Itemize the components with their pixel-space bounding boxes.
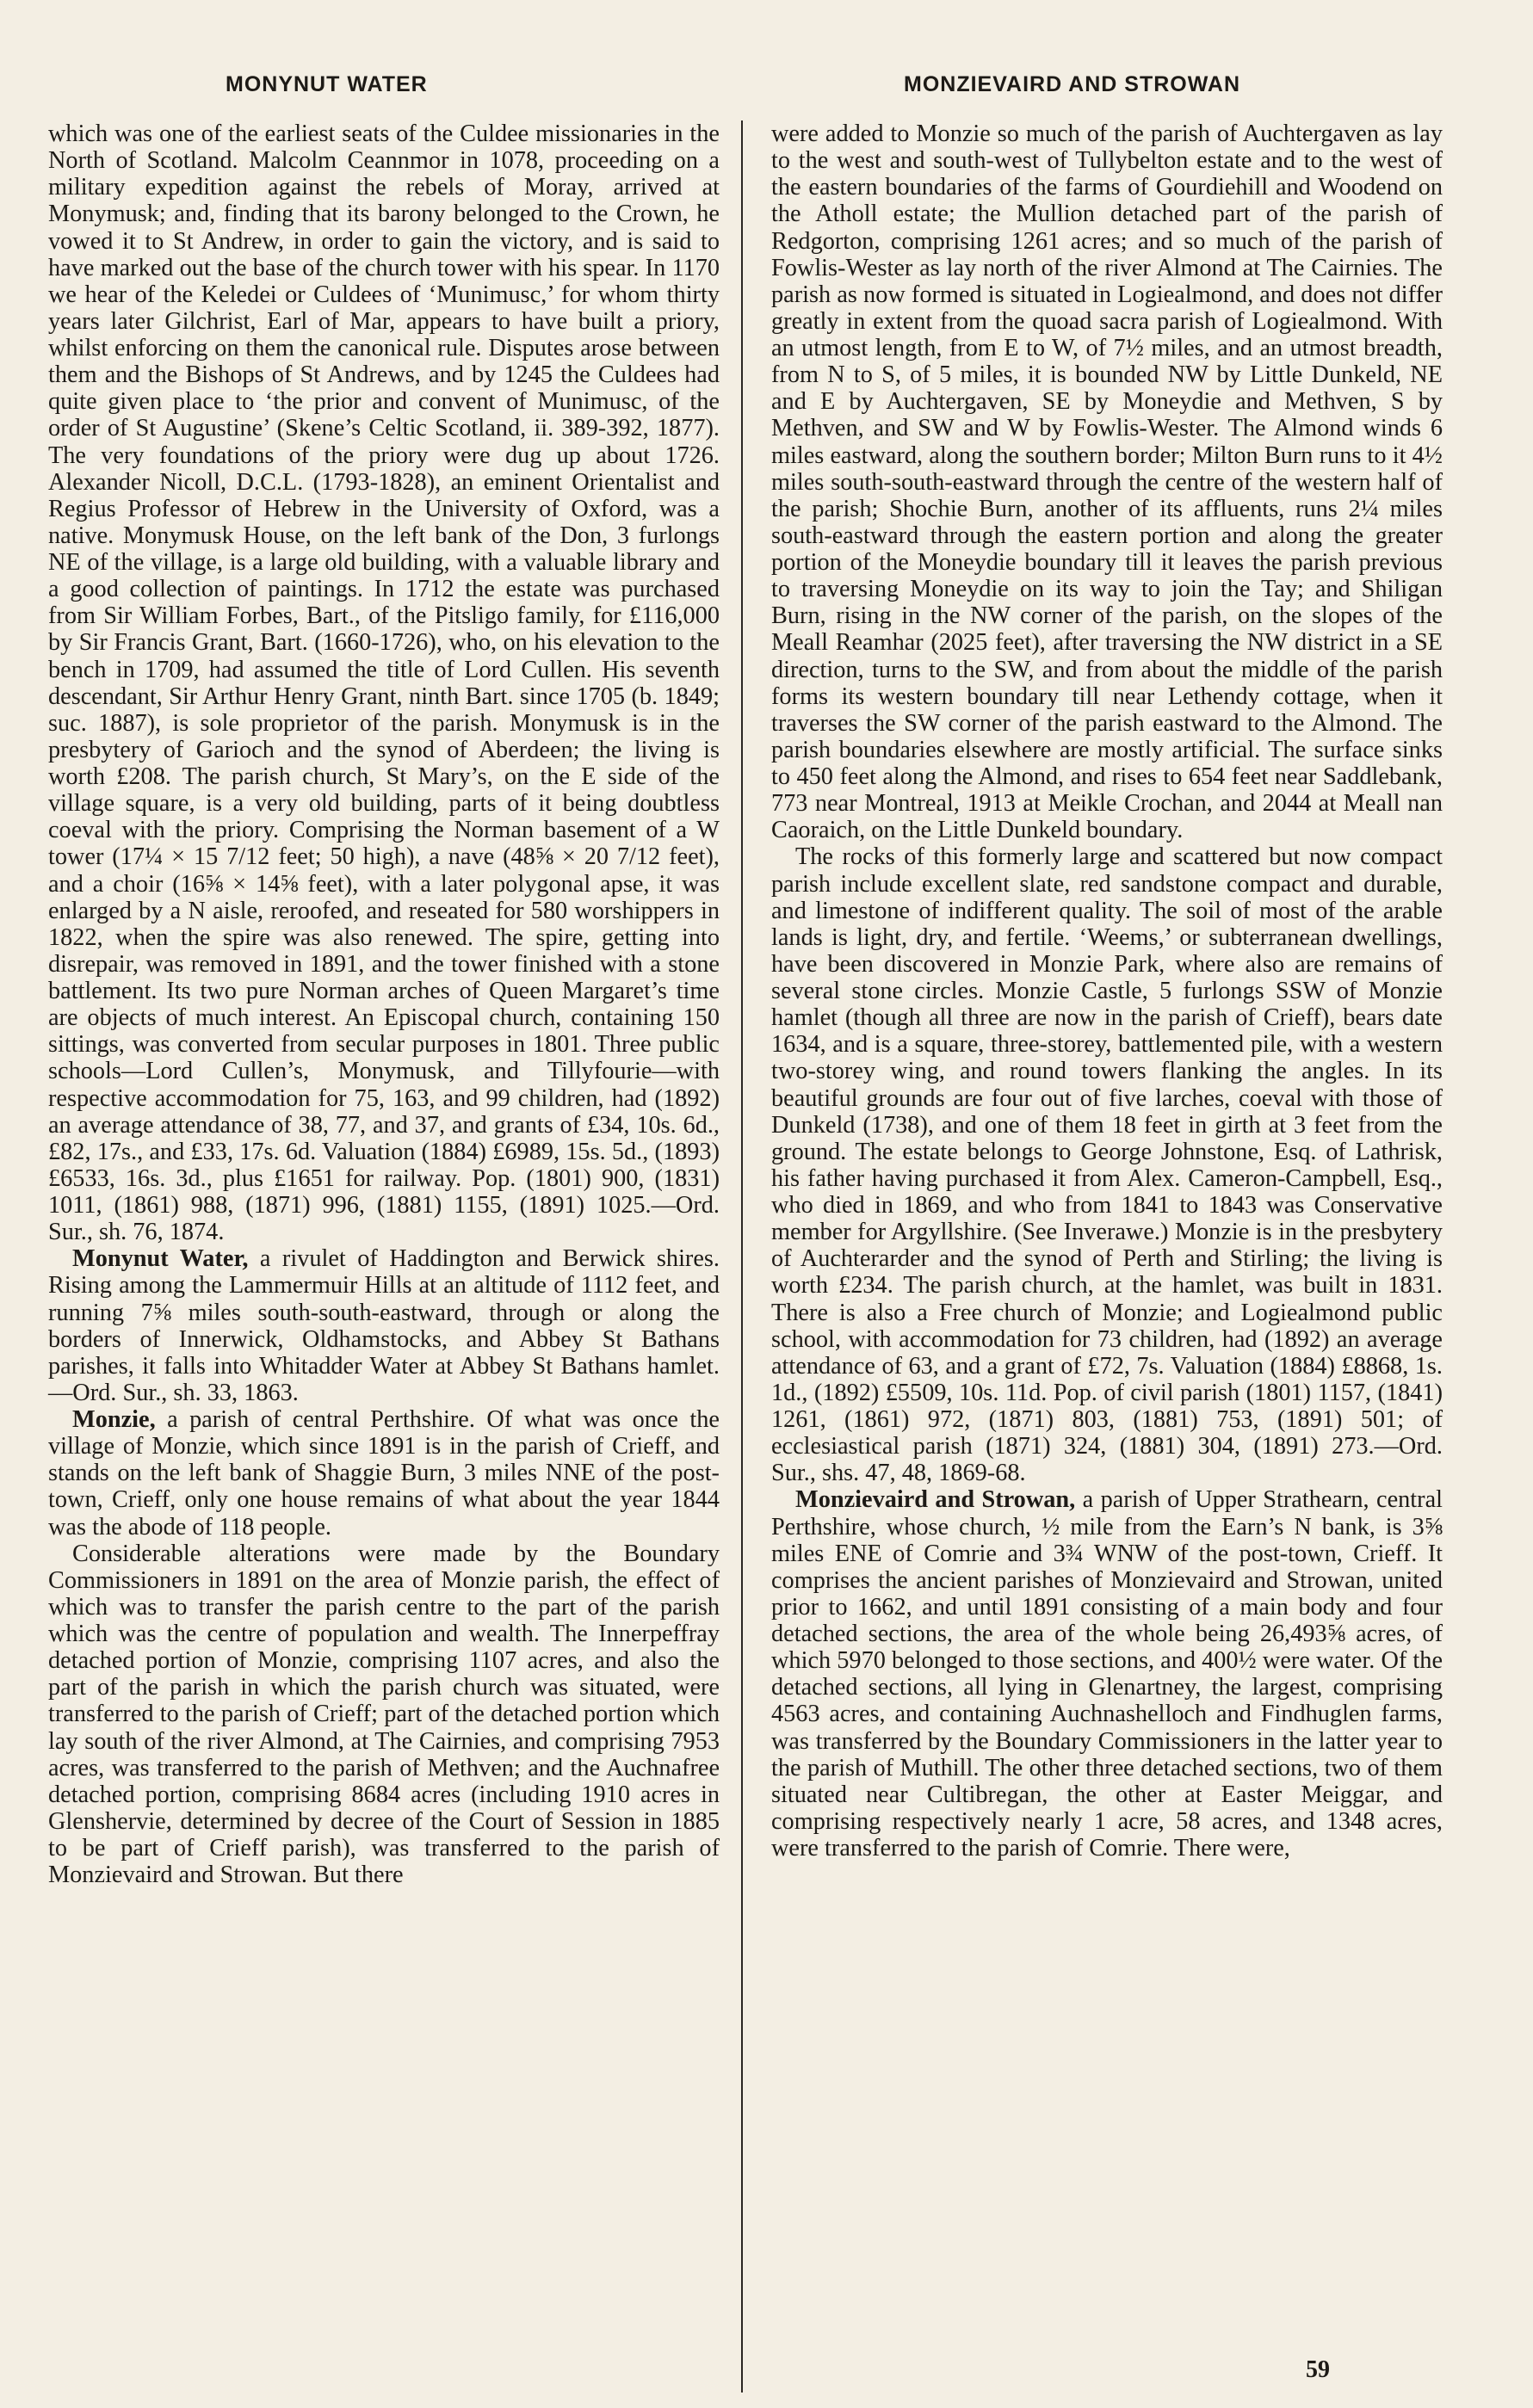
entry-headword: Monzie,	[72, 1406, 156, 1433]
paragraph-monzie-continued: were added to Monzie so much of the parish of Auchtergaven as lay to the west and south-west of Tullybelton estate and to the west of the eastern boundaries of the farms of Gourdiehill and Woodend on the Atholl estate; the Mullion detached part of the parish of Redgorton, comprising 1261 acres; and so much of the parish of Fowlis-Wester as lay north of the river Almond at The Cairnies. The parish as now formed is situated in Logiealmond, and does not differ greatly in extent from the quoad sacra parish of Logiealmond. With an utmost length, from E to W, of 7½ miles, and an utmost breadth, from N to S, of 5 miles, it is bounded NW by Little Dunkeld, NE and E by Auchtergaven, SE by Moneydie and Methven, S by Methven, and SW and W by Fowlis-Wester. The Almond winds 6 miles eastward, along the southern border; Milton Burn runs to it 4½ miles south-south-eastward through the centre of the western half of the parish; Shochie Burn, another of its affluents, runs 2¼ miles south-eastward through the eastern portion and along the greater portion of the Moneydie boundary till it leaves the parish previous to traversing Moneydie on its way to join the Tay; and Shiligan Burn, rising in the NW corner of the parish, on the slopes of the Meall Reamhar (2025 feet), after traversing the NW district in a SE direction, turns to the SW, and from about the middle of the parish forms its western boundary till near Lethendy cottage, when it traverses the SW corner of the parish eastward to the Almond. The parish boundaries elsewhere are mostly artificial. The surface sinks to 450 feet along the Almond, and rises to 654 feet near Saddlebank, 773 near Montreal, 1913 at Meikle Crochan, and 2044 at Meall nan Caoraich, on the Little Dunkeld boundary.	[771, 120, 1443, 844]
entry-headword: Monzievaird and Strowan,	[795, 1486, 1076, 1514]
right-column	[771, 120, 1443, 1862]
running-header-left: MONYNUT WATER	[226, 72, 428, 96]
paragraph-monymusk-continued: which was one of the earliest seats of the Culdee missionaries in the North of Scotland. Malcolm Ceannmor in 1078, proceeding on a military expedition against the rebels of Moray, arrived at Monymusk; and, finding that its barony belonged to the Crown, he vowed it to St Andrew, in order to gain the victory, and is said to have marked out the base of the church tower with his spear. In 1170 we hear of the Keledei or Culdees of ‘Munimusc,’ for whom thirty years later Gilchrist, Earl of Mar, appears to have built a priory, whilst enforcing on them the canonical rule. Disputes arose between them and the Bishops of St Andrews, and by 1245 the Culdees had quite given place to ‘the prior and convent of Munimusc, of the order of St Augustine’ (Skene’s Celtic Scotland, ii. 389-392, 1877). The very foundations of the priory were dug up about 1726. Alexander Nicoll, D.C.L. (1793-1828), an eminent Orientalist and Regius Professor of Hebrew in the University of Oxford, was a native. Monymusk House, on the left bank of the Don, 3 furlongs NE of the village, is a large old building, with a valuable library and a good collection of paintings. In 1712 the estate was purchased from Sir William Forbes, Bart., of the Pitsligo family, for £116,000 by Sir Francis Grant, Bart. (1660-1726), who, on his elevation to the bench in 1709, had assumed the title of Lord Cullen. His seventh descendant, Sir Arthur Henry Grant, ninth Bart. since 1705 (b. 1849; suc. 1887), is sole proprietor of the parish. Monymusk is in the presbytery of Garioch and the synod of Aberdeen; the living is worth £208. The parish church, St Mary’s, on the E side of the village square, is a very old building, parts of it being doubtless coeval with the priory. Comprising the Norman basement of a W tower (17¼ × 15 7/12 feet; 50 high), a nave (48⅝ × 20 7/12 feet), and a choir (16⅝ × 14⅝ feet), with a later polygonal apse, it was enlarged by a N aisle, reroofed, and reseated for 580 worshippers in 1822, when the spire was also renewed. The spire, getting into disrepair, was removed in 1891, and the tower finished with a stone battlement. Its two pure Norman arches of Queen Margaret’s time are objects of much interest. An Episcopal church, containing 150 sittings, was converted from secular purposes in 1801. Three public schools—Lord Cullen’s, Monymusk, and Tillyfourie—with respective accommodation for 75, 163, and 99 children, had (1892) an average attendance of 38, 77, and 37, and grants of £34, 10s. 6d., £82, 17s., and £33, 17s. 6d. Valuation (1884) £6989, 15s. 5d., (1893) £6533, 16s. 3d., plus £1651 for railway. Pop. (1801) 900, (1831) 1011, (1861) 988, (1871) 996, (1881) 1155, (1891) 1025.—Ord. Sur., sh. 76, 1874.	[48, 120, 720, 1246]
entry-body: a parish of Upper Strathearn, central Perthshire, whose church, ½ mile from the Earn’s N bank, is 3⅝ miles ENE of Comrie and 3¾ WNW of the post-town, Crieff. It comprises the ancient parishes of Monzievaird and Strowan, united prior to 1662, and until 1891 consisting of a main body and four detached sections, the area of the whole being 26,493⅝ acres, of which 5970 belonged to those sections, and 400½ were water. Of the detached sections, all lying in Glenartney, the largest, comprising 4563 acres, and containing Auchnashelloch and Findhuglen farms, was transferred by the Boundary Commissioners in the latter year to the parish of Muthill. The other three detached sections, two of them situated near Cultibregan, the other at Easter Meiggar, and comprising respectively nearly 1 acre, 58 acres, and 1348 acres, were transferred to the parish of Comrie. There were,	[771, 1486, 1443, 1862]
entry-headword: Monynut Water,	[72, 1245, 249, 1273]
running-header-right: MONZIEVAIRD AND STROWAN	[904, 72, 1241, 96]
paragraph-monzie-boundaries: Considerable alterations were made by the Boundary Commissioners in 1891 on the area of Monzie parish, the effect of which was to transfer the parish centre to the part of the parish which was the centre of population and wealth. The Innerpeffray detached portion of Monzie, comprising 1107 acres, and also the part of the parish in which the parish church was situated, were transferred to the parish of Crieff; part of the detached portion which lay south of the river Almond, at The Cairnies, and comprising 7953 acres, was transferred to the parish of Methven; and the Auchnafree detached portion, comprising 8684 acres (including 1910 acres in Glenshervie, determined by decree of the Court of Session in 1885 to be part of Crieff parish), was transferred to the parish of Monzievaird and Strowan. But there	[48, 1540, 720, 1889]
page-number: 59	[1306, 2356, 1330, 2383]
paragraph-monzie-geology: The rocks of this formerly large and scattered but now compact parish include excellent slate, red sandstone compact and durable, and limestone of indifferent quality. The soil of most of the arable lands is light, dry, and fertile. ‘Weems,’ or subterranean dwellings, have been discovered in Monzie Park, where also are remains of several stone circles. Monzie Castle, 5 furlongs SSW of Monzie hamlet (though all three are now in the parish of Crieff), bears date 1634, and is a square, three-storey, battlemented pile, with a western two-storey wing, and round towers flanking the angles. In its beautiful grounds are four out of five larches, coeval with those of Dunkeld (1738), and one of them 18 feet in girth at 3 feet from the ground. The estate belongs to George Johnstone, Esq. of Lathrisk, his father having purchased it from Alex. Cameron-Campbell, Esq., who died in 1869, and who from 1841 to 1843 was Conservative member for Argyllshire. (See Inverawe.) Monzie is in the presbytery of Auchterarder and the synod of Perth and Stirling; the living is worth £234. The parish church, at the hamlet, was built in 1831. There is also a Free church of Monzie; and Logiealmond public school, with accommodation for 73 children, had (1892) an average attendance of 63, and a grant of £72, 7s. Valuation (1884) £8868, 1s. 1d., (1892) £5509, 10s. 11d. Pop. of civil parish (1801) 1157, (1841) 1261, (1861) 972, (1871) 803, (1881) 753, (1891) 501; of ecclesiastical parish (1871) 324, (1881) 304, (1891) 273.—Ord. Sur., shs. 47, 48, 1869-68.	[771, 843, 1443, 1487]
entry-monzievaird-and-strowan	[771, 1486, 1443, 1862]
entry-body: a parish of central Perthshire. Of what was once the village of Monzie, which since 1891 is in the parish of Crieff, and stands on the left bank of Shaggie Burn, 3 miles NNE of the post-town, Crieff, only one house remains of what about the year 1844 was the abode of 118 people.	[48, 1406, 720, 1541]
column-divider	[741, 120, 743, 2393]
left-column	[48, 120, 720, 1888]
entry-body: a rivulet of Haddington and Berwick shires. Rising among the Lammermuir Hills at an altitude of 1112 feet, and running 7⅝ miles south-south-eastward, through or along the borders of Innerwick, Oldhamstocks, and Abbey St Bathans parishes, it falls into Whitadder Water at Abbey St Bathans hamlet.—Ord. Sur., sh. 33, 1863.	[48, 1245, 720, 1406]
entry-monynut-water	[48, 1245, 720, 1406]
entry-monzie	[48, 1406, 720, 1541]
